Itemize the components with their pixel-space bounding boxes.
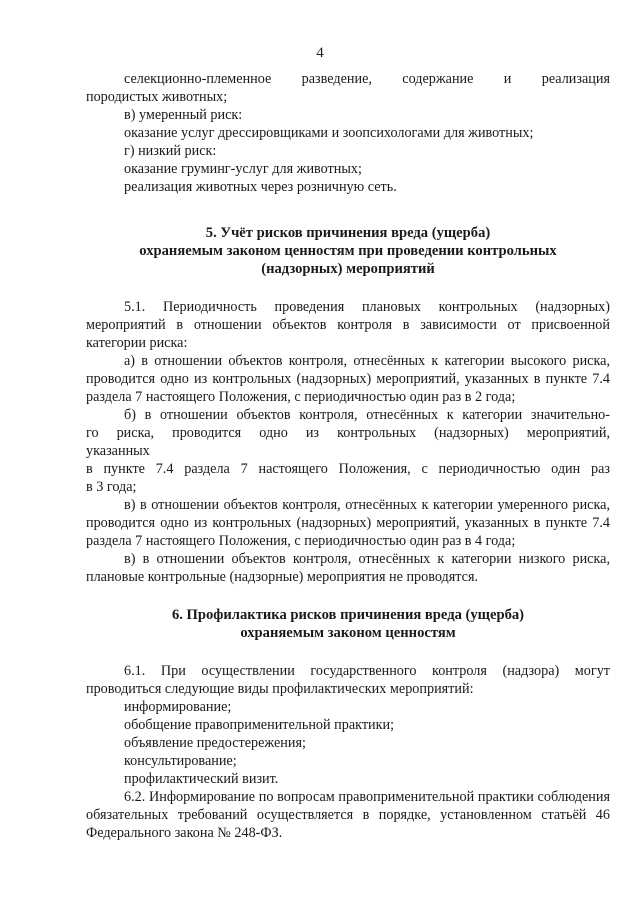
section-5-heading-line-1: 5. Учёт рисков причинения вреда (ущерба) [205, 225, 491, 241]
section-6-heading-line-1: 6. Профилактика рисков причинения вреда (ущерба) [171, 607, 525, 623]
section-5-heading-line-2: охраняемым законом ценностям при проведении контрольных [139, 243, 557, 259]
section-5-heading-line-3: (надзорных) мероприятий [261, 261, 435, 277]
section-5-paragraph-1: 5.1. Периодичность проведения плановых контрольных (надзорных) мероприятий в отношении объектов контроля в зависимости от присвоенной категории риска: [86, 299, 610, 351]
section-5-paragraph-a: а) в отношении объектов контроля, отнесённых к категории высокого риска, проводится одно из контрольных (надзорных) мероприятий, указанных в пункте 7.4 раздела 7 настоящего Положения, с периодичностью один раз в 2 года; [86, 353, 610, 405]
intro-line-2: породистых животных; [86, 89, 228, 105]
prevention-list-item: обобщение правоприменительной практики; [124, 717, 395, 733]
section-6-heading-line-2: охраняемым законом ценностям [240, 625, 456, 641]
page-number: 4 [316, 45, 324, 61]
document-body [86, 70, 610, 842]
section-5-paragraph-b-line-5: в 3 года; [86, 479, 137, 495]
risk-item-moderate: в) умеренный риск: [124, 107, 243, 123]
prevention-list-item: информирование; [124, 699, 232, 715]
risk-item-moderate-text: оказание услуг дрессировщиками и зоопсихологами для животных; [124, 125, 534, 141]
prevention-list-item: профилактический визит. [124, 771, 279, 787]
section-6-paragraph-1: 6.1. При осуществлении государственного контроля (надзора) могут проводиться следующие виды профилактических мероприятий: [86, 663, 610, 697]
section-5-paragraph-v: в) в отношении объектов контроля, отнесённых к категории умеренного риска, проводится одно из контрольных (надзорных) мероприятий, указанных в пункте 7.4 раздела 7 настоящего Положения, с периодичностью один раз в 4 года; [86, 497, 610, 549]
section-6-paragraph-2: 6.2. Информирование по вопросам правоприменительной практики соблюдения обязательных требований осуществляется в порядке, установленном статьёй 46 Федерального закона № 248-ФЗ. [86, 789, 610, 841]
prevention-list-item: консультирование; [124, 753, 237, 769]
section-5-paragraph-b-line-1: б) в отношении объектов контроля, отнесённых к категории значительно- [124, 407, 610, 423]
intro-line-1: селекционно-племенное разведение, содержание и реализация [124, 71, 610, 87]
section-5-paragraph-b-line-2: го риска, проводится одно из контрольных (надзорных) мероприятий, [86, 425, 610, 441]
risk-item-low-text-1: оказание груминг-услуг для животных; [124, 161, 362, 177]
section-5-paragraph-b-line-4: в пункте 7.4 раздела 7 настоящего Положения, с периодичностью один раз [86, 461, 610, 477]
section-5-paragraph-b-line-3: указанных [86, 443, 150, 459]
prevention-list-item: объявление предостережения; [124, 735, 306, 751]
section-5-paragraph-g: в) в отношении объектов контроля, отнесённых к категории низкого риска, плановые контрольные (надзорные) мероприятия не проводятся. [86, 551, 610, 585]
risk-item-low-text-2: реализация животных через розничную сеть. [124, 179, 397, 195]
risk-item-low: г) низкий риск: [124, 143, 217, 159]
